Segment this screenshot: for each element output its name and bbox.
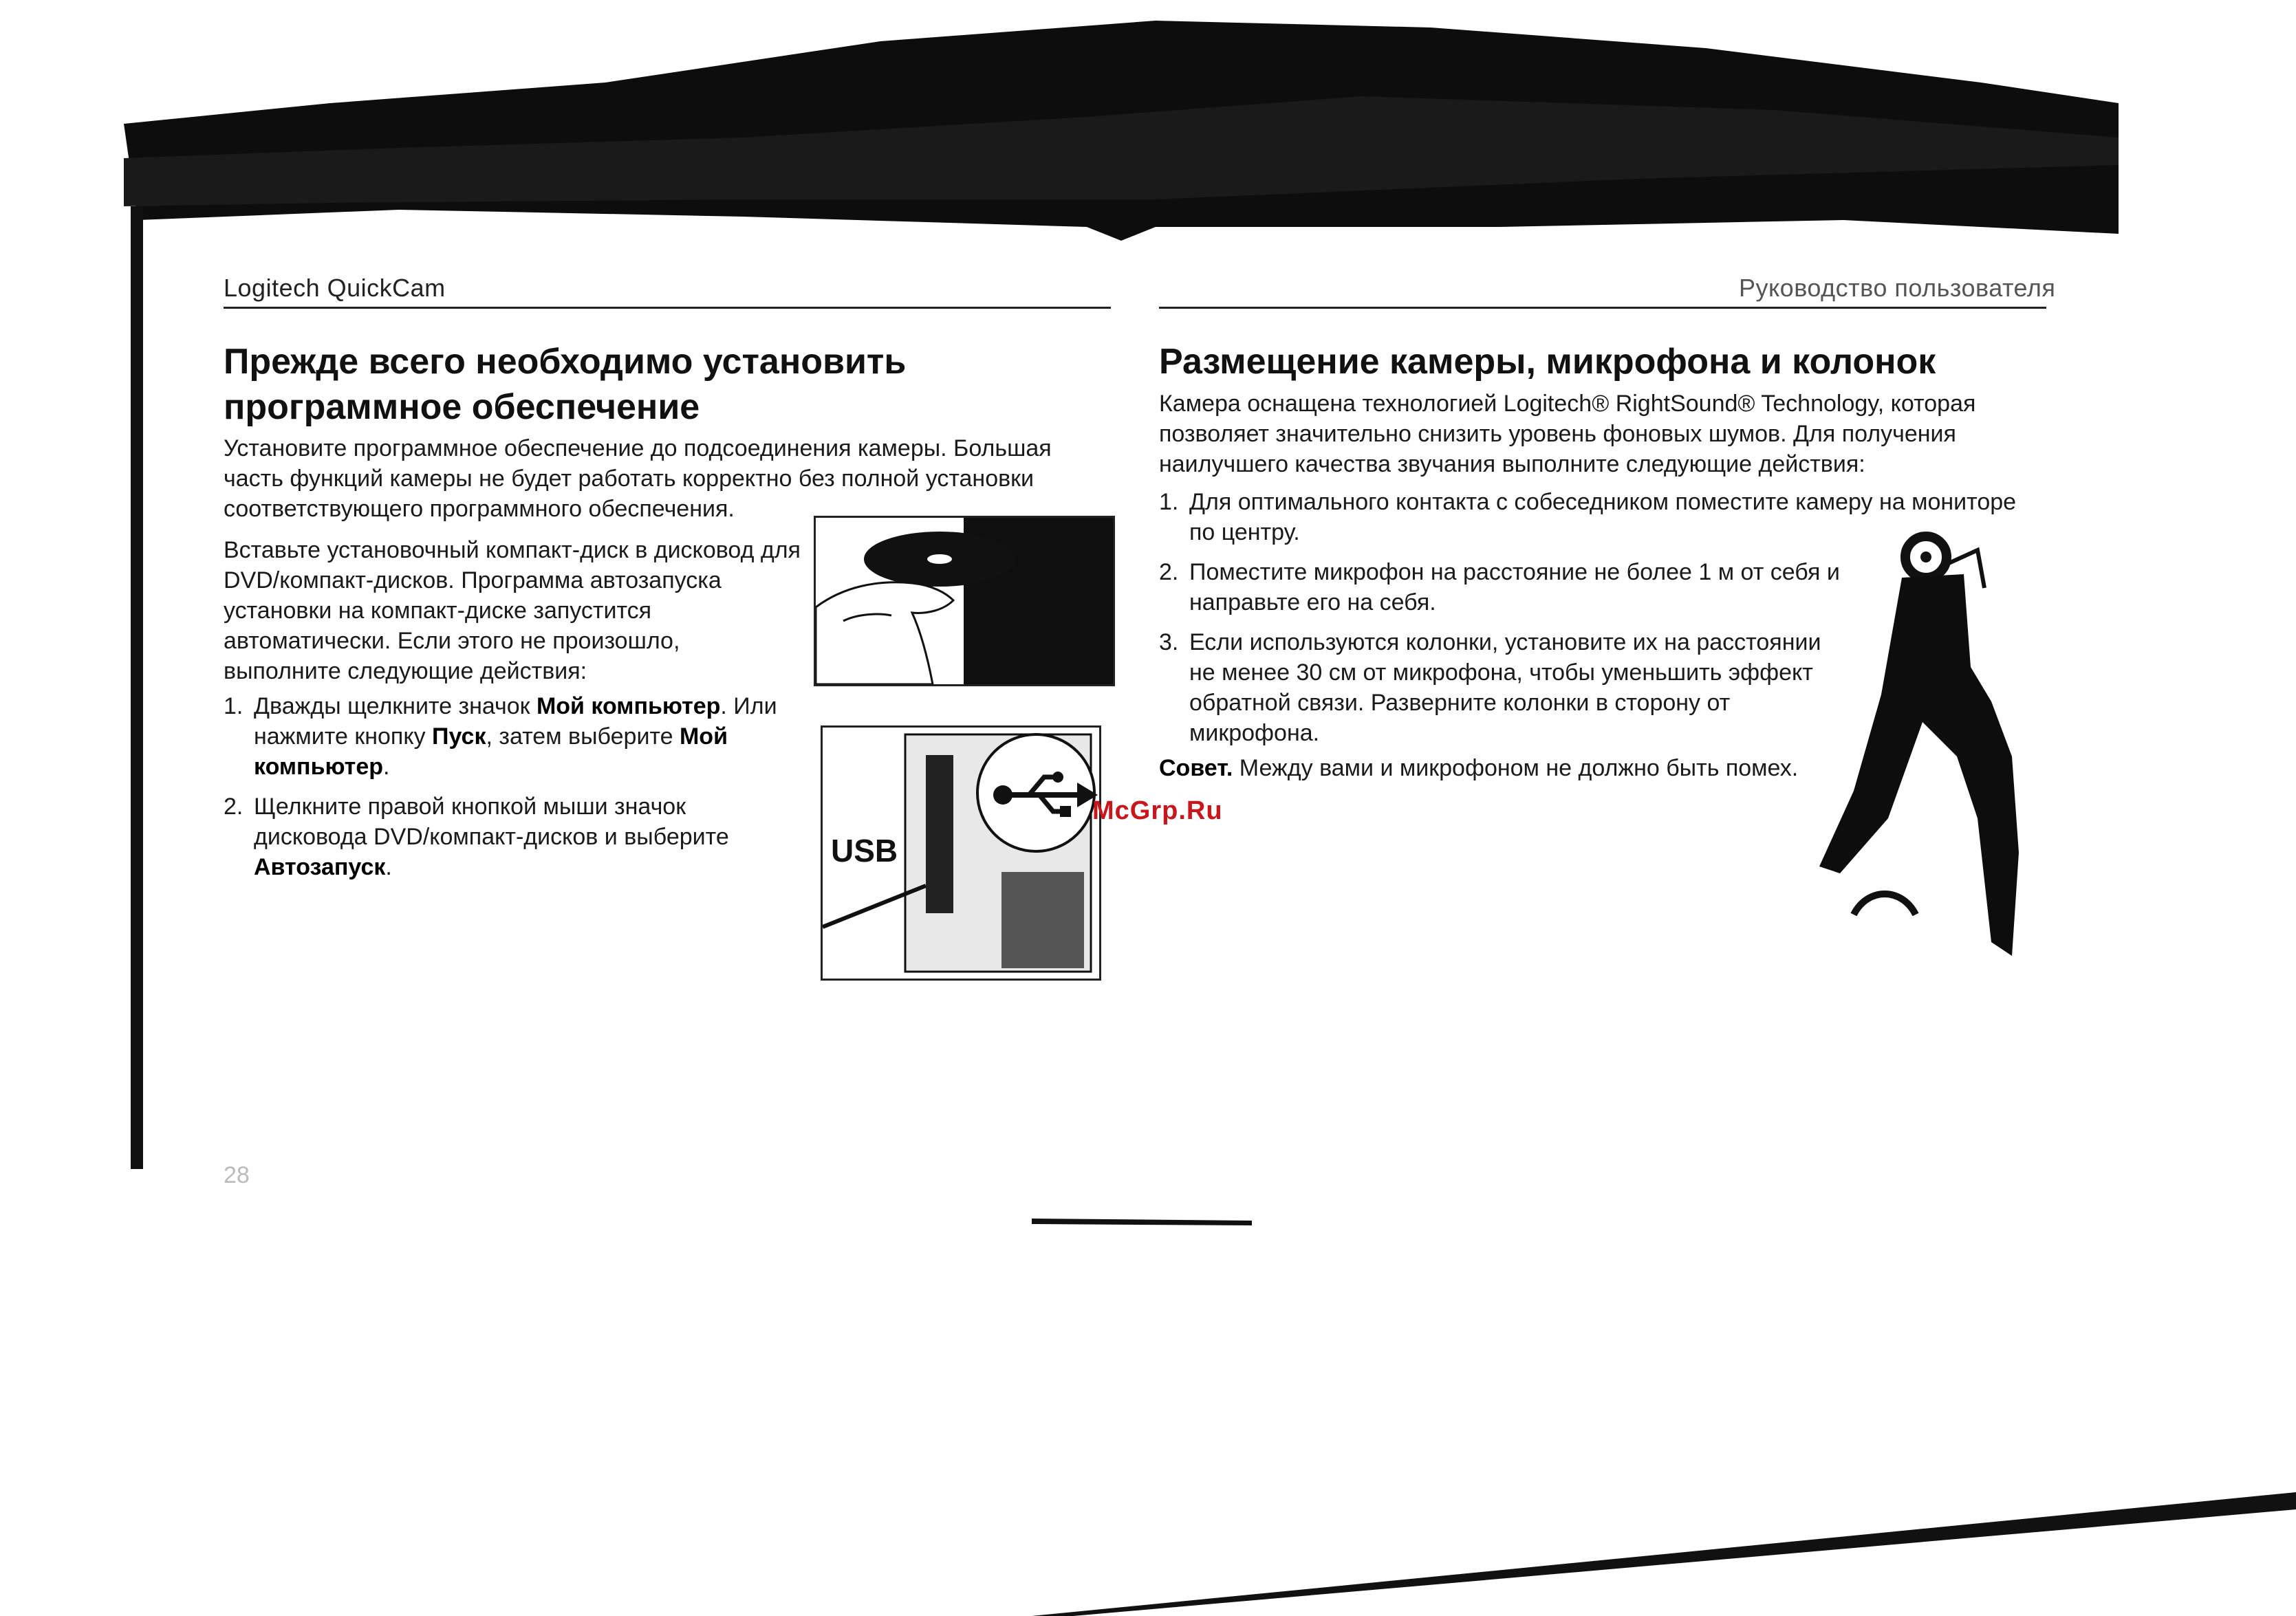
step-number: 2. [224, 794, 243, 820]
start-label: Пуск [432, 723, 486, 750]
my-computer-label: Мой компьютер [536, 693, 721, 719]
placement-step-3 [1159, 627, 1850, 748]
cd-insert-illustration [814, 516, 1115, 686]
watermark: McGrp.Ru [1092, 796, 1223, 825]
step-text: Для оптимального контакта с собеседником поместите камеру на мониторе по центру. [1189, 489, 2017, 545]
step-number: 1. [224, 693, 243, 719]
autorun-label: Автозапуск [254, 854, 386, 880]
tip-text: Между вами и микрофоном не должно быть помех. [1233, 755, 1799, 781]
cd-instructions: Вставьте установочный компакт-диск в дисковод для DVD/компакт-дисков. Программа автозапуска установки на компакт-диске запустится автоматически. Если этого не произошло, выполните следующие действия: [224, 537, 801, 684]
usb-label: USB [831, 833, 898, 869]
step-number: 1. [1159, 489, 1179, 515]
step-number: 2. [1159, 559, 1179, 585]
install-step-1 [224, 691, 801, 782]
install-steps [224, 691, 801, 892]
intro-paragraph-right: Камера оснащена технологией Logitech® RightSound® Technology, которая позволяет значительно снизить уровень фоновых шумов. Для получения наилучшего качества звучания выполните следующие действия: [1159, 391, 1976, 477]
tip-label: Совет. [1159, 755, 1233, 781]
my-computer-label: Мой компьютер [254, 723, 728, 780]
install-step-2 [224, 791, 801, 882]
step-text: Щелкните правой кнопкой мыши значок дисковода DVD/компакт-дисков и выберите [254, 794, 729, 850]
webcam-on-monitor-illustration [1806, 529, 2026, 970]
tip-line [1159, 753, 1847, 783]
intro-paragraph-left: Установите программное обеспечение до подсоединения камеры. Большая часть функций камеры не будет работать корректно без полной установки соответствующего программного обеспечения. [224, 435, 1052, 522]
usb-connection-illustration [821, 725, 1101, 981]
book-spine-shadow [131, 206, 143, 1169]
page-title-left: Прежде всего необходимо установить программное обеспечение [224, 342, 907, 427]
header-rule-left [224, 307, 1111, 309]
step-text: Дважды щелкните значок [254, 693, 537, 719]
page-title-right: Размещение камеры, микрофона и колонок [1159, 342, 1936, 382]
step-text: . [383, 754, 390, 780]
running-head-left: Logitech QuickCam [224, 274, 446, 302]
placement-steps [1159, 487, 2017, 758]
header-rule-right [1159, 307, 2046, 309]
scan-shadow-top [124, 0, 2119, 248]
step-text: Если используются колонки, установите их на расстоянии не менее 30 см от микрофона, чтобы уменьшить эффект обратной связи. Разверните колонки в сторону от микрофона. [1189, 629, 1821, 746]
step-text: , затем выберите [486, 723, 680, 750]
step-number: 3. [1159, 629, 1179, 655]
step-text: . Или нажмите кнопку [254, 693, 777, 750]
step-text: Поместите микрофон на расстояние не более 1 м от себя и направьте его на себя. [1189, 559, 1840, 615]
page-number: 28 [224, 1162, 250, 1188]
running-head-right: Руководство пользователя [1739, 274, 2056, 302]
step-text: . [385, 854, 392, 880]
placement-step-2 [1159, 557, 1850, 618]
